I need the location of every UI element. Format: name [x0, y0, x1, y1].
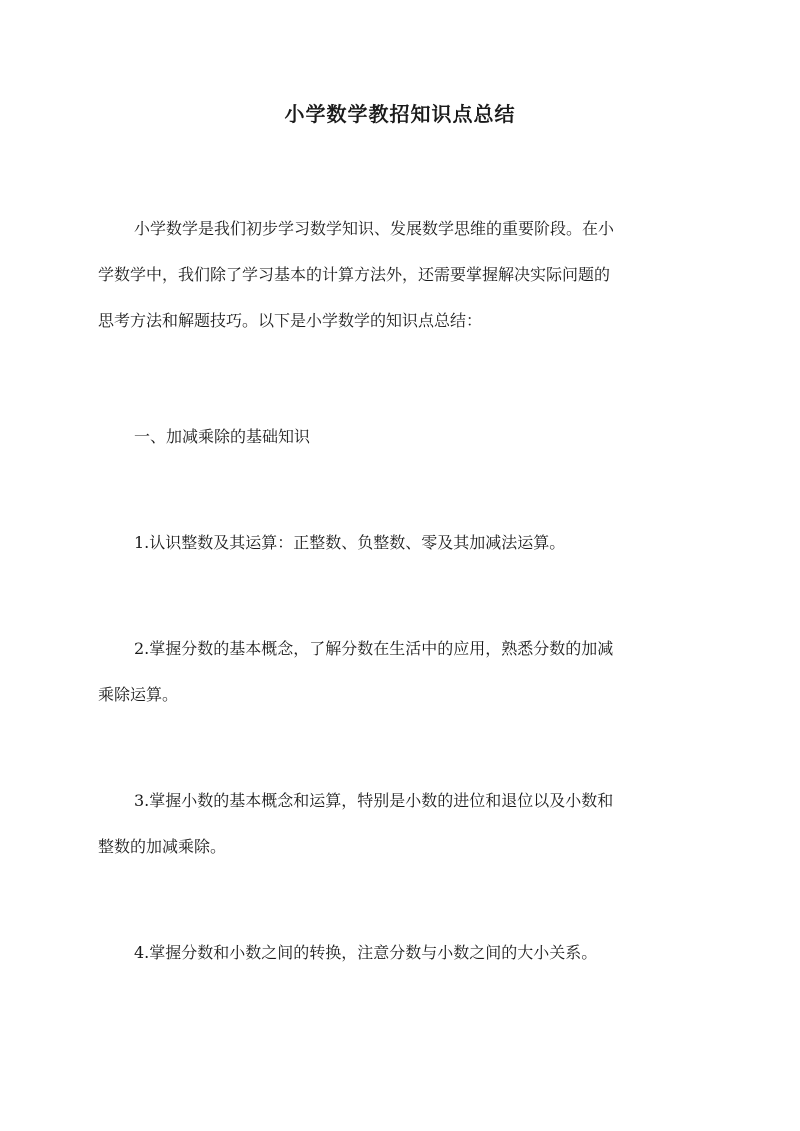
- intro-paragraph: [98, 206, 702, 344]
- list-item: [98, 930, 702, 976]
- list-item-line: 2.掌握分数的基本概念，了解分数在生活中的应用，熟悉分数的加减: [134, 639, 614, 658]
- list-item-line: 3.掌握小数的基本概念和运算，特别是小数的进位和退位以及小数和: [134, 791, 614, 810]
- list-item-line: 乘除运算。: [98, 685, 179, 704]
- document-title: 小学数学教招知识点总结: [284, 102, 516, 126]
- list-item-line: 整数的加减乘除。: [98, 837, 227, 856]
- intro-line: 思考方法和解题技巧。以下是小学数学的知识点总结：: [98, 311, 483, 330]
- section-heading: [98, 414, 702, 460]
- section-heading-text: 一、加减乘除的基础知识: [134, 427, 311, 446]
- list-item-line: 1.认识整数及其运算：正整数、负整数、零及其加减法运算。: [134, 533, 566, 552]
- list-item: [98, 520, 702, 566]
- list-item: [98, 778, 702, 870]
- intro-line: 学数学中，我们除了学习基本的计算方法外，还需要掌握解决实际问题的: [98, 265, 611, 284]
- intro-line: 小学数学是我们初步学习数学知识、发展数学思维的重要阶段。在小: [134, 219, 615, 238]
- list-item: [98, 626, 702, 718]
- list-item-line: 4.掌握分数和小数之间的转换，注意分数与小数之间的大小关系。: [134, 943, 598, 962]
